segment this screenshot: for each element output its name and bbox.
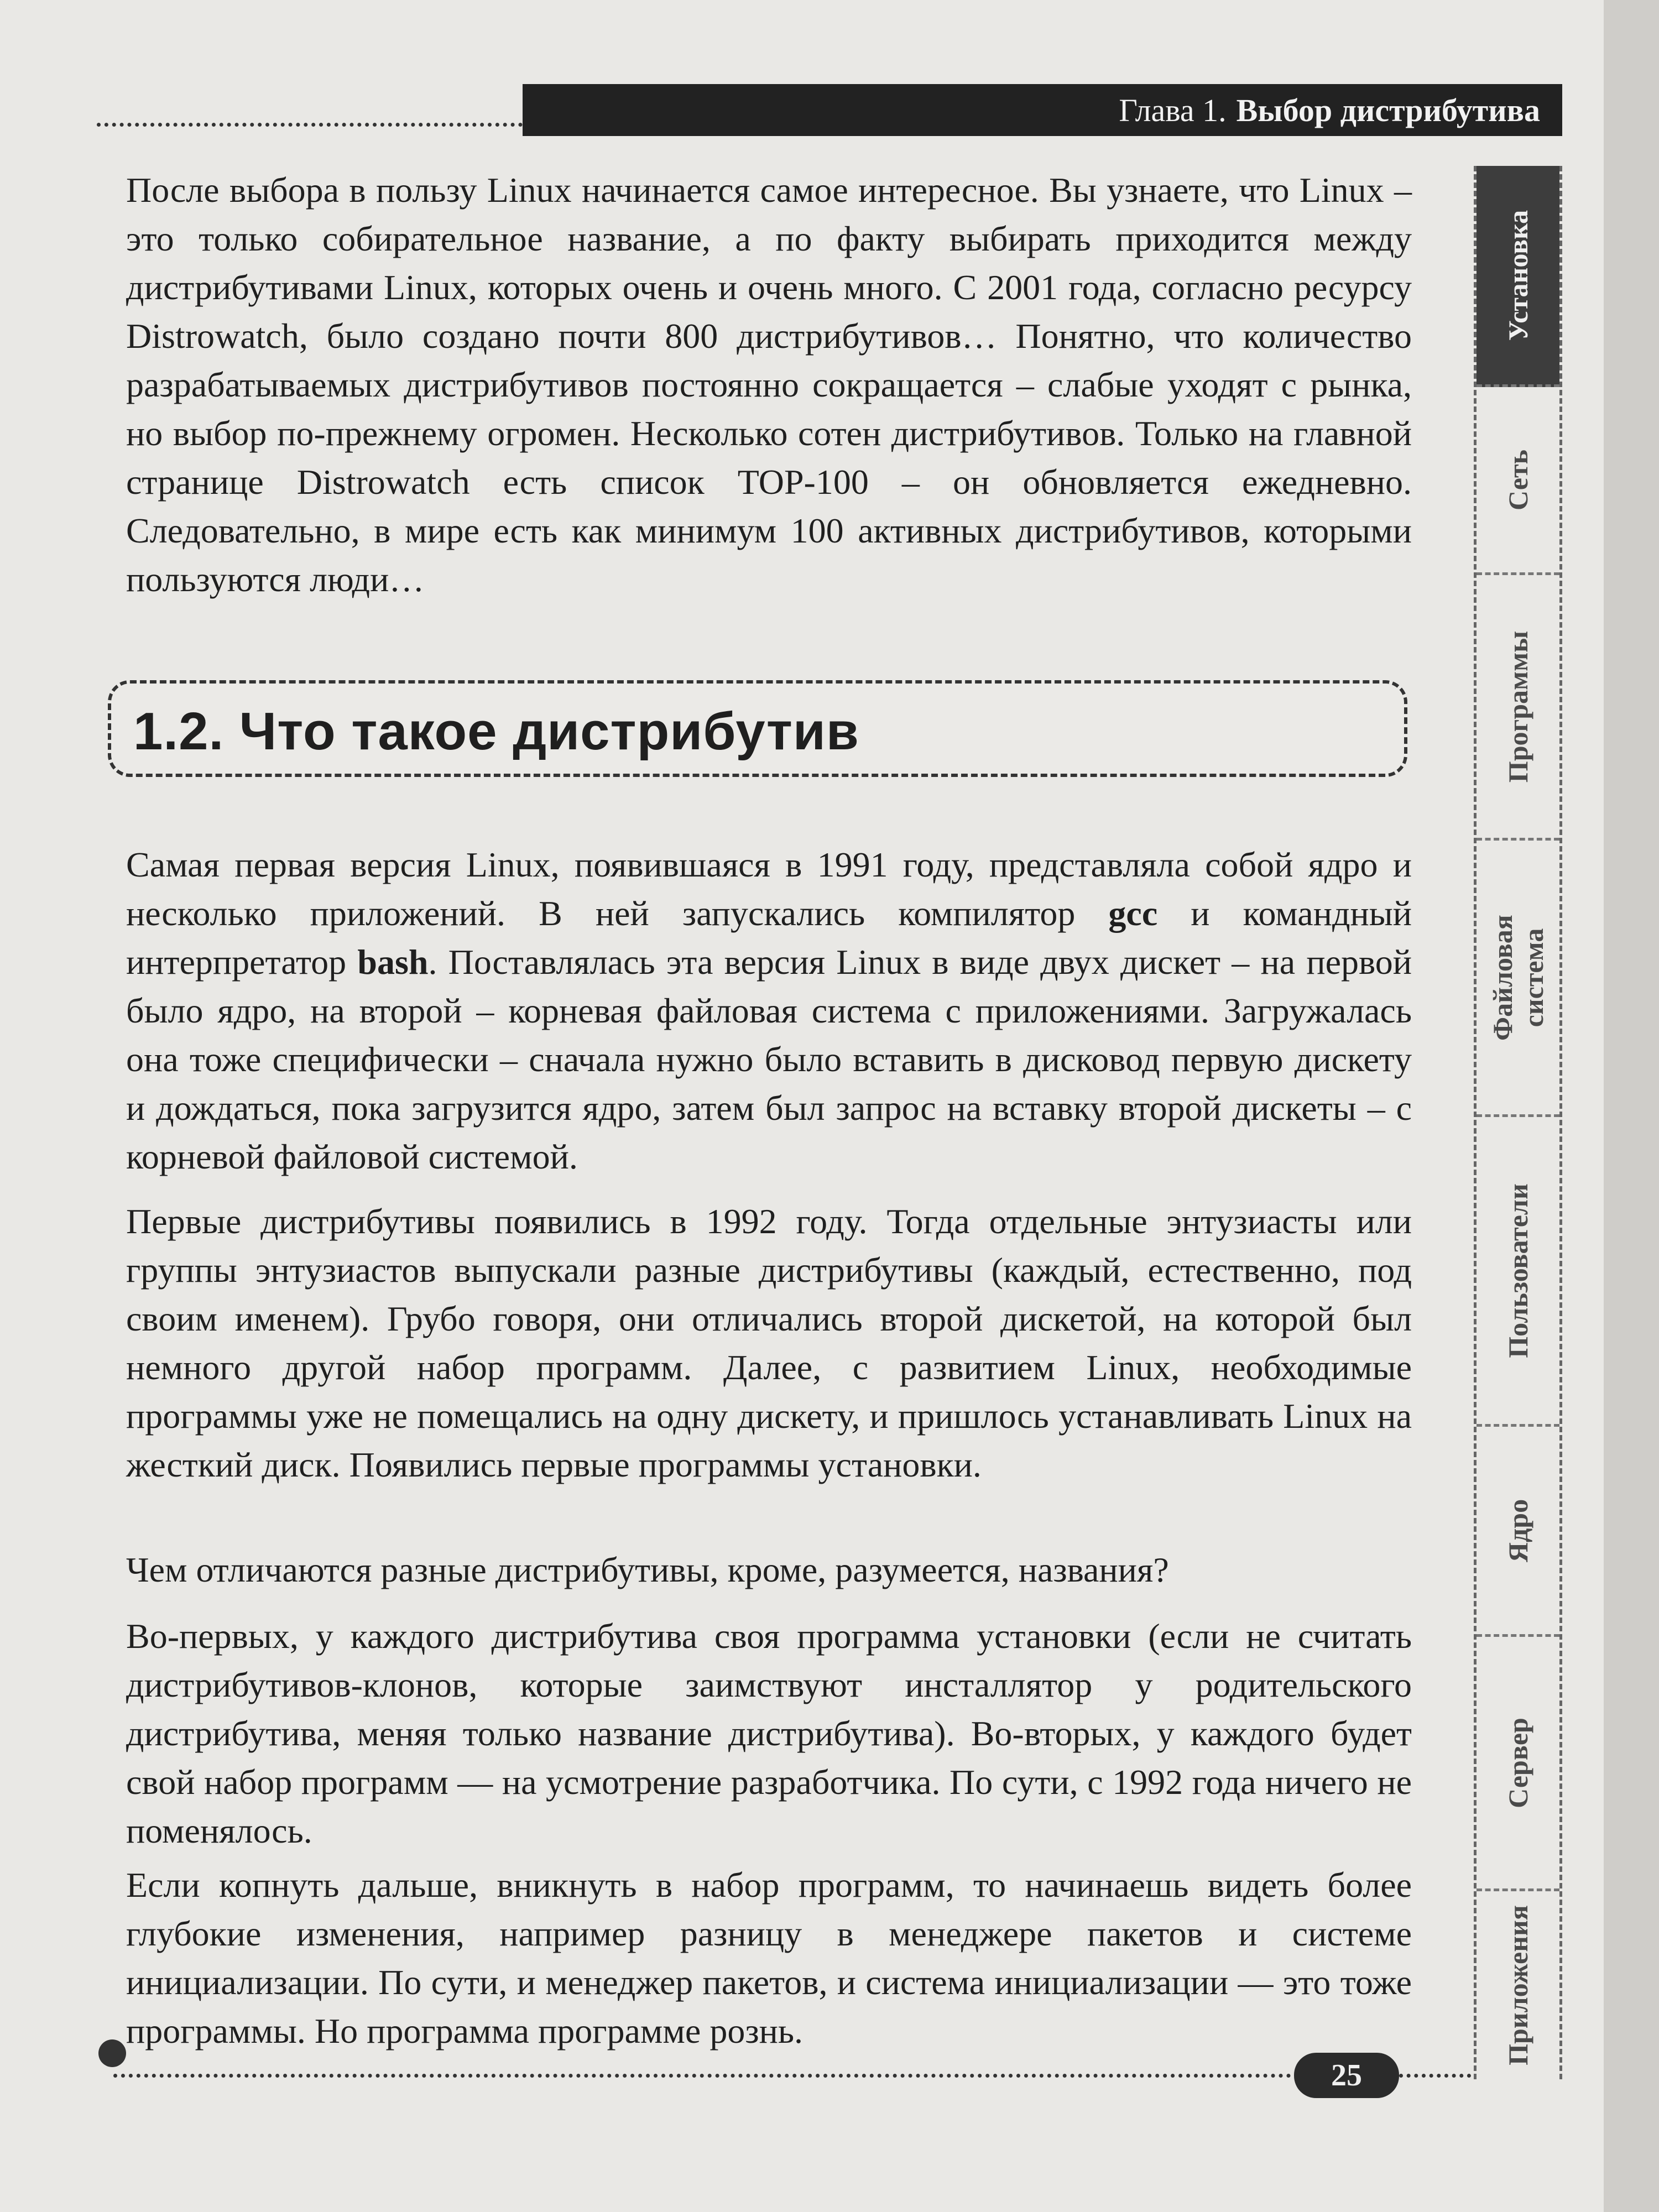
side-tab-applications [1477, 1891, 1559, 2079]
footer-bullet-dot [98, 2039, 126, 2067]
side-tab-install [1477, 166, 1559, 387]
section-body-5 [126, 1861, 1412, 2056]
header-dotted-rule [97, 123, 523, 127]
chapter-number: Глава 1. [1119, 92, 1227, 128]
section-paragraph-3: Чем отличаются разные дистрибутивы, кроме, разумеется, названия? [126, 1550, 1169, 1589]
footer-dotted-rule [113, 2074, 1291, 2078]
side-tab-label: Пользователи [1503, 1183, 1534, 1358]
footer-dotted-rule-right [1399, 2074, 1471, 2078]
side-tab-label: Сеть [1502, 449, 1533, 510]
side-tab-filesystem [1477, 841, 1559, 1117]
side-tab-programs [1477, 575, 1559, 841]
section-paragraph-1 [126, 841, 1412, 1181]
p1-text-c: . Поставлялась эта версия Linux в виде двух дискет – на первой было ядро, на второй – корневая файловая система с приложениями. Загружалась она тоже специфически – сначала нужно было вставить в дисковод первую дискету и дождаться, пока загрузится ядро, затем был запрос на вставку второй дискеты – с корневой файловой системой. [126, 942, 1412, 1176]
chapter-side-tabs [1474, 166, 1562, 2079]
side-tab-users [1477, 1117, 1559, 1427]
section-body-4 [126, 1612, 1412, 1855]
side-tab-label: Файловая система [1487, 914, 1549, 1041]
intro-text [126, 166, 1412, 604]
side-tab-label: Сервер [1503, 1717, 1534, 1808]
section-body-2 [126, 1197, 1412, 1489]
chapter-title: Выбор дистрибутива [1236, 92, 1540, 128]
side-tab-network [1477, 387, 1559, 575]
intro-paragraph: После выбора в пользу Linux начинается самое интересное. Вы узнаете, что Linux – это только собирательное название, а по факту выбирать приходится между дистрибутивами Linux, которых очень и очень много. С 2001 года, согласно ресурсу Distrowatch, было создано почти 800 дистрибутивов… Понятно, что количество разрабатываемых дистрибутивов постоянно сокращается – слабые уходят с рынка, но выбор по-прежнему огромен. Несколько сотен дистрибутивов. Только на главной странице Distrowatch есть список TOP-100 – он обновляется ежедневно. Следовательно, в мире есть как минимум 100 активных дистрибутивов, которыми пользуются люди… [126, 170, 1412, 599]
side-tab-server [1477, 1637, 1559, 1891]
section-body-3 [126, 1546, 1412, 1594]
section-paragraph-4: Во-первых, у каждого дистрибутива своя программа установки (если не считать дистрибутивов-клонов, которые заимствуют инсталлятор у родительского дистрибутива, меняя только название дистрибутива). Во-вторых, у каждого будет свой набор программ — на усмотрение разработчика. По сути, с 1992 года ничего не поменялось. [126, 1616, 1412, 1850]
section-paragraph-5: Если копнуть дальше, вникнуть в набор программ, то начинаешь видеть более глубокие изменения, например разницу в менеджере пакетов и системе инициализации. По сути, и менеджер пакетов, и система инициализации — это тоже программы. Но программа программе рознь. [126, 1865, 1412, 2051]
side-tab-label: Ядро [1503, 1499, 1533, 1562]
side-tab-label: Установка [1503, 210, 1533, 341]
side-tab-label: Программы [1503, 630, 1533, 782]
p1-text-b: и командный интерпретатор [126, 894, 1412, 982]
section-paragraph-2: Первые дистрибутивы появились в 1992 году. Тогда отдельные энтузиасты или группы энтузиастов выпускали разные дистрибутивы (каждый, естественно, под своим именем). Грубо говоря, они отличались второй дискетой, на которой был немного другой набор программ. Далее, с развитием Linux, необходимые программы уже не помещались на одну дискету, и пришлось устанавливать Linux на жесткий диск. Появились первые программы установки. [126, 1202, 1412, 1484]
page-edge [1604, 0, 1659, 2212]
side-tab-kernel [1477, 1427, 1559, 1637]
bash-term: bash [357, 942, 429, 982]
p1-text-a: Самая первая версия Linux, появившаяся в 1991 году, представляла собой ядро и несколько приложений. В ней запускались компилятор [126, 845, 1412, 933]
gcc-term: gcc [1108, 894, 1158, 933]
section-heading-box [108, 680, 1407, 777]
section-body [126, 841, 1412, 1181]
page-number: 25 [1294, 2053, 1399, 2098]
side-tab-label: Приложения [1503, 1905, 1533, 2065]
section-title: 1.2. Что такое дистрибутив [133, 702, 859, 761]
running-header [523, 84, 1562, 136]
